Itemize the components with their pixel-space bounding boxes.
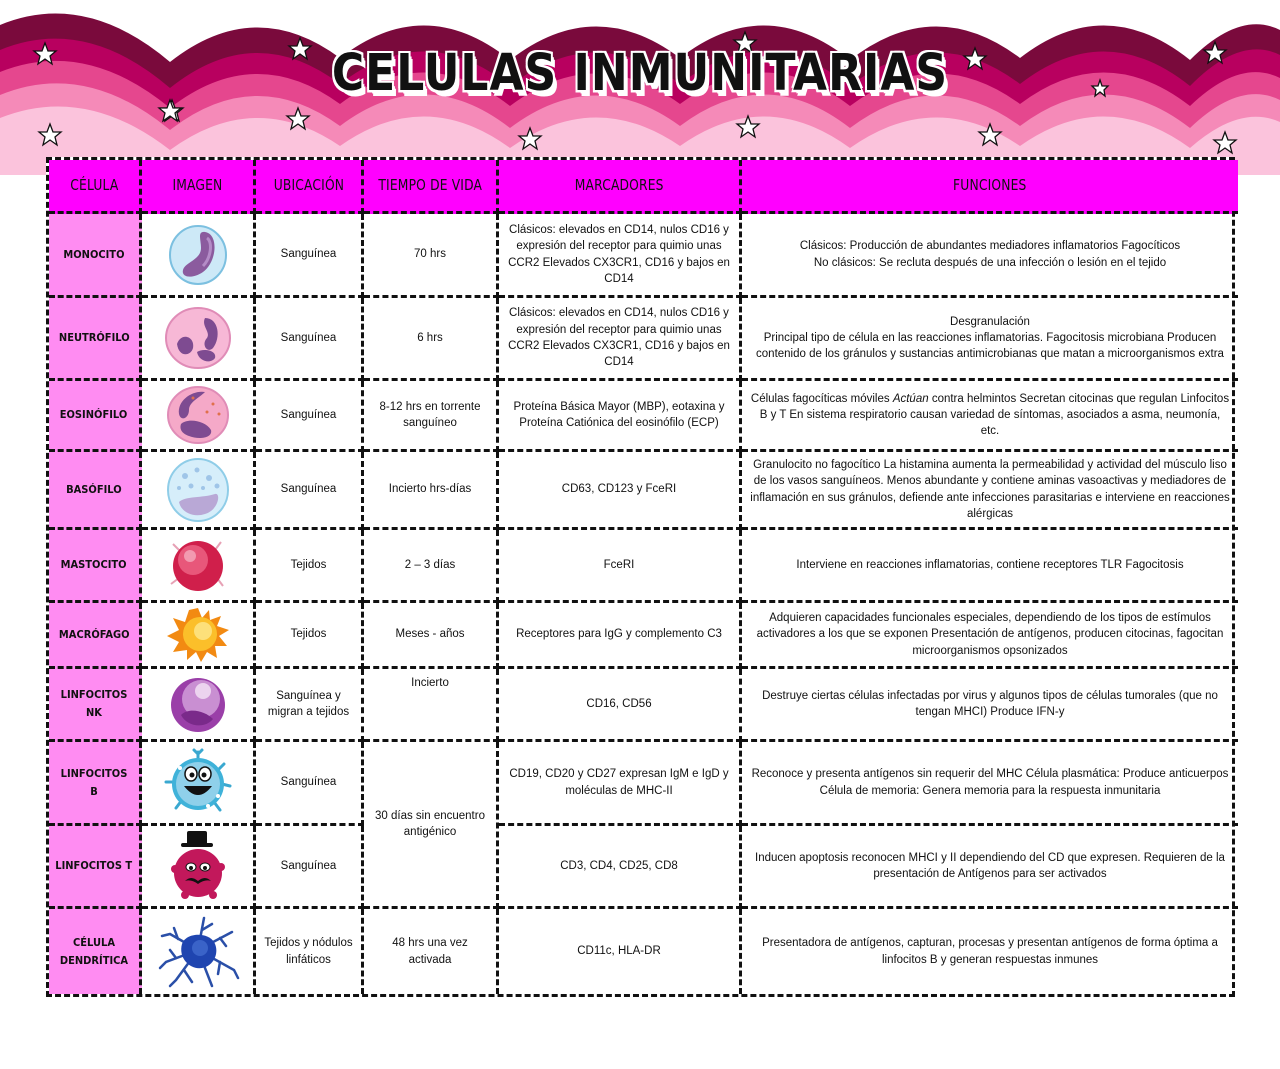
cell-name	[49, 530, 142, 603]
cell-funciones: Adquieren capacidades funcionales especiales, dependiendo de los tipos de estímulos activadores a los que se exponen Presentación de antígenos, producen citocinas, fagocitan microorganismos opsonizados	[742, 603, 1238, 669]
cell-funciones-text	[750, 391, 1230, 440]
funciones-line: Células fagocíticas móviles	[750, 392, 893, 405]
cell-funciones	[742, 214, 1238, 298]
cell-tiempo: Meses - años	[364, 603, 499, 669]
basophil-icon	[163, 456, 233, 524]
header-label: CÉLULA	[69, 175, 119, 194]
cell-image	[142, 214, 256, 298]
header-label: IMAGEN	[172, 175, 223, 194]
cell-name-label: MACRÓFAGO	[58, 627, 130, 641]
cell-name-label: MASTOCITO	[61, 558, 127, 572]
cell-funciones: Inducen apoptosis reconocen MHCI y II dependiendo del CD que expresen. Requieren de la presentación de Antígenos para ser activados	[742, 826, 1238, 909]
cell-ubicacion: Sanguínea	[256, 826, 364, 909]
cell-image	[142, 452, 256, 530]
cell-image	[142, 826, 256, 909]
cell-name-label: NEUTRÓFILO	[58, 331, 130, 345]
cell-image	[142, 742, 256, 826]
cell-image	[142, 298, 256, 381]
funciones-line: Clásicos: Producción de abundantes mediadores inflamatorios Fagocíticos	[799, 240, 1181, 253]
funciones-line: Desgranulación	[950, 315, 1030, 328]
b-lymphocyte-icon	[160, 746, 236, 820]
cell-funciones: Granulocito no fagocítico La histamina aumenta la permeabilidad y actividad del músculo liso de los vasos sanguíneos. Menos abundante y contiene aminas vasoactivas y mediadores de inflamación en sus gránulos, defiende ante infecciones parasitarias e interviene en reacciones alérgicas	[742, 452, 1238, 530]
cell-funciones: Reconoce y presenta antígenos sin requerir del MHC Célula plasmática: Produce anticuerpos Célula de memoria: Genera memoria para la respuesta inmunitaria	[742, 742, 1238, 826]
mast-cell-icon	[163, 532, 233, 598]
cell-name-label: MONOCITO	[63, 247, 125, 261]
funciones-line: Principal tipo de célula en las reacciones inflamatorias. Fagocitosis microbiana Producen contenido de los gránulos y sustancias antimicrobianas que matan a microorganismos extra	[756, 331, 1224, 361]
cell-name-label: LINFOCITOS B	[60, 766, 128, 798]
cell-marcadores: CD16, CD56	[499, 669, 742, 742]
header-imagen	[142, 160, 256, 214]
funciones-line: contra helmintos Secretan citocinas que regulan Linfocitos B y T En sistema respiratorio causan variedad de síntomas, asociados a asma, neumonía, etc.	[759, 392, 1230, 438]
cell-tiempo: Incierto hrs-días	[364, 452, 499, 530]
cell-funciones-text	[800, 238, 1180, 271]
header-label: UBICACIÓN	[273, 175, 344, 194]
cell-name	[49, 381, 142, 452]
monocyte-icon	[163, 222, 233, 288]
header-ubicacion	[256, 160, 364, 214]
cell-funciones: Destruye ciertas células infectadas por virus y algunos tipos de células tumorales (que no tengan MHCI) Produce IFN-y	[742, 669, 1238, 742]
cell-tiempo: 6 hrs	[364, 298, 499, 381]
cell-name	[49, 669, 142, 742]
eosinophil-icon	[163, 384, 233, 446]
cell-image	[142, 603, 256, 669]
cell-name	[49, 742, 142, 826]
cell-tiempo: 8-12 hrs en torrente sanguíneo	[364, 381, 499, 452]
cell-image	[142, 909, 256, 994]
t-lymphocyte-icon	[163, 829, 233, 903]
cell-ubicacion: Sanguínea y migran a tejidos	[256, 669, 364, 742]
cell-marcadores: FceRI	[499, 530, 742, 603]
cell-ubicacion: Sanguínea	[256, 742, 364, 826]
header-celula	[49, 160, 142, 214]
cell-funciones-text	[750, 314, 1230, 363]
neutrophil-icon	[161, 304, 235, 372]
dendritic-cell-icon	[156, 914, 240, 990]
header-tiempo	[364, 160, 499, 214]
cell-funciones: Interviene en reacciones inflamatorias, contiene receptores TLR Fagocitosis	[742, 530, 1238, 603]
page-title: CELULAS INMUNITARIAS	[331, 44, 949, 103]
cell-marcadores: CD63, CD123 y FceRI	[499, 452, 742, 530]
cell-marcadores: Receptores para IgG y complemento C3	[499, 603, 742, 669]
cell-ubicacion: Sanguínea	[256, 381, 364, 452]
cell-ubicacion: Sanguínea	[256, 452, 364, 530]
cell-tiempo: Incierto	[364, 669, 499, 742]
funciones-line: No clásicos: Se recluta después de una infección o lesión en el tejido	[813, 256, 1167, 269]
cell-marcadores: Clásicos: elevados en CD14, nulos CD16 y expresión del receptor para quimio unas CCR2 Elevados CX3CR1, CD16 y bajos en CD14	[499, 298, 742, 381]
cell-name-label: CÉLULA DENDRÍTICA	[59, 935, 129, 967]
header-label: TIEMPO DE VIDA	[378, 175, 482, 194]
header-label: FUNCIONES	[953, 175, 1027, 194]
cell-funciones: Presentadora de antígenos, capturan, procesas y presentan antígenos de forma óptima a linfocitos B y generan respuestas inmunes	[762, 937, 1218, 966]
macrophage-icon	[163, 604, 233, 666]
header-funciones	[742, 160, 1238, 214]
cell-ubicacion: Sanguínea	[256, 214, 364, 298]
cell-image	[142, 669, 256, 742]
cell-tiempo-merged: 30 días sin encuentro antigénico	[364, 742, 499, 909]
cell-funciones	[742, 298, 1238, 381]
cell-name	[49, 826, 142, 909]
cell-tiempo: 48 hrs una vez activada	[364, 909, 499, 994]
cell-tiempo: 70 hrs	[364, 214, 499, 298]
cell-marcadores: CD3, CD4, CD25, CD8	[499, 826, 742, 909]
cell-marcadores: CD11c, HLA-DR	[499, 909, 742, 994]
cell-tiempo: 2 – 3 días	[364, 530, 499, 603]
cell-name-label: BASÓFILO	[66, 482, 122, 496]
cell-name-label: LINFOCITOS T	[55, 859, 133, 873]
funciones-emphasis: Actúan	[892, 392, 929, 405]
cell-marcadores: CD19, CD20 y CD27 expresan IgM e IgD y moléculas de MHC-II	[499, 742, 742, 826]
nk-cell-icon	[165, 671, 231, 737]
header-marcadores	[499, 160, 742, 214]
cell-ubicacion: Tejidos	[256, 603, 364, 669]
immune-cells-table	[46, 157, 1235, 997]
header-label: MARCADORES	[574, 175, 664, 194]
cell-name	[49, 214, 142, 298]
cell-name-label: LINFOCITOS NK	[60, 688, 128, 719]
cell-marcadores: Proteína Básica Mayor (MBP), eotaxina y Proteína Catiónica del eosinófilo (ECP)	[499, 381, 742, 452]
cell-name	[49, 298, 142, 381]
cell-ubicacion: Tejidos	[256, 530, 364, 603]
cell-image	[142, 381, 256, 452]
cell-funciones	[742, 381, 1238, 452]
cell-ubicacion: Tejidos y nódulos linfáticos	[256, 909, 364, 994]
cell-marcadores: Clásicos: elevados en CD14, nulos CD16 y expresión del receptor para quimio unas CCR2 Elevados CX3CR1, CD16 y bajos en CD14	[499, 214, 742, 298]
cell-ubicacion: Sanguínea	[256, 298, 364, 381]
cell-name	[49, 909, 142, 994]
cell-name-label: EOSINÓFILO	[60, 408, 128, 422]
cell-name	[49, 603, 142, 669]
cell-name	[49, 452, 142, 530]
cell-image	[142, 530, 256, 603]
